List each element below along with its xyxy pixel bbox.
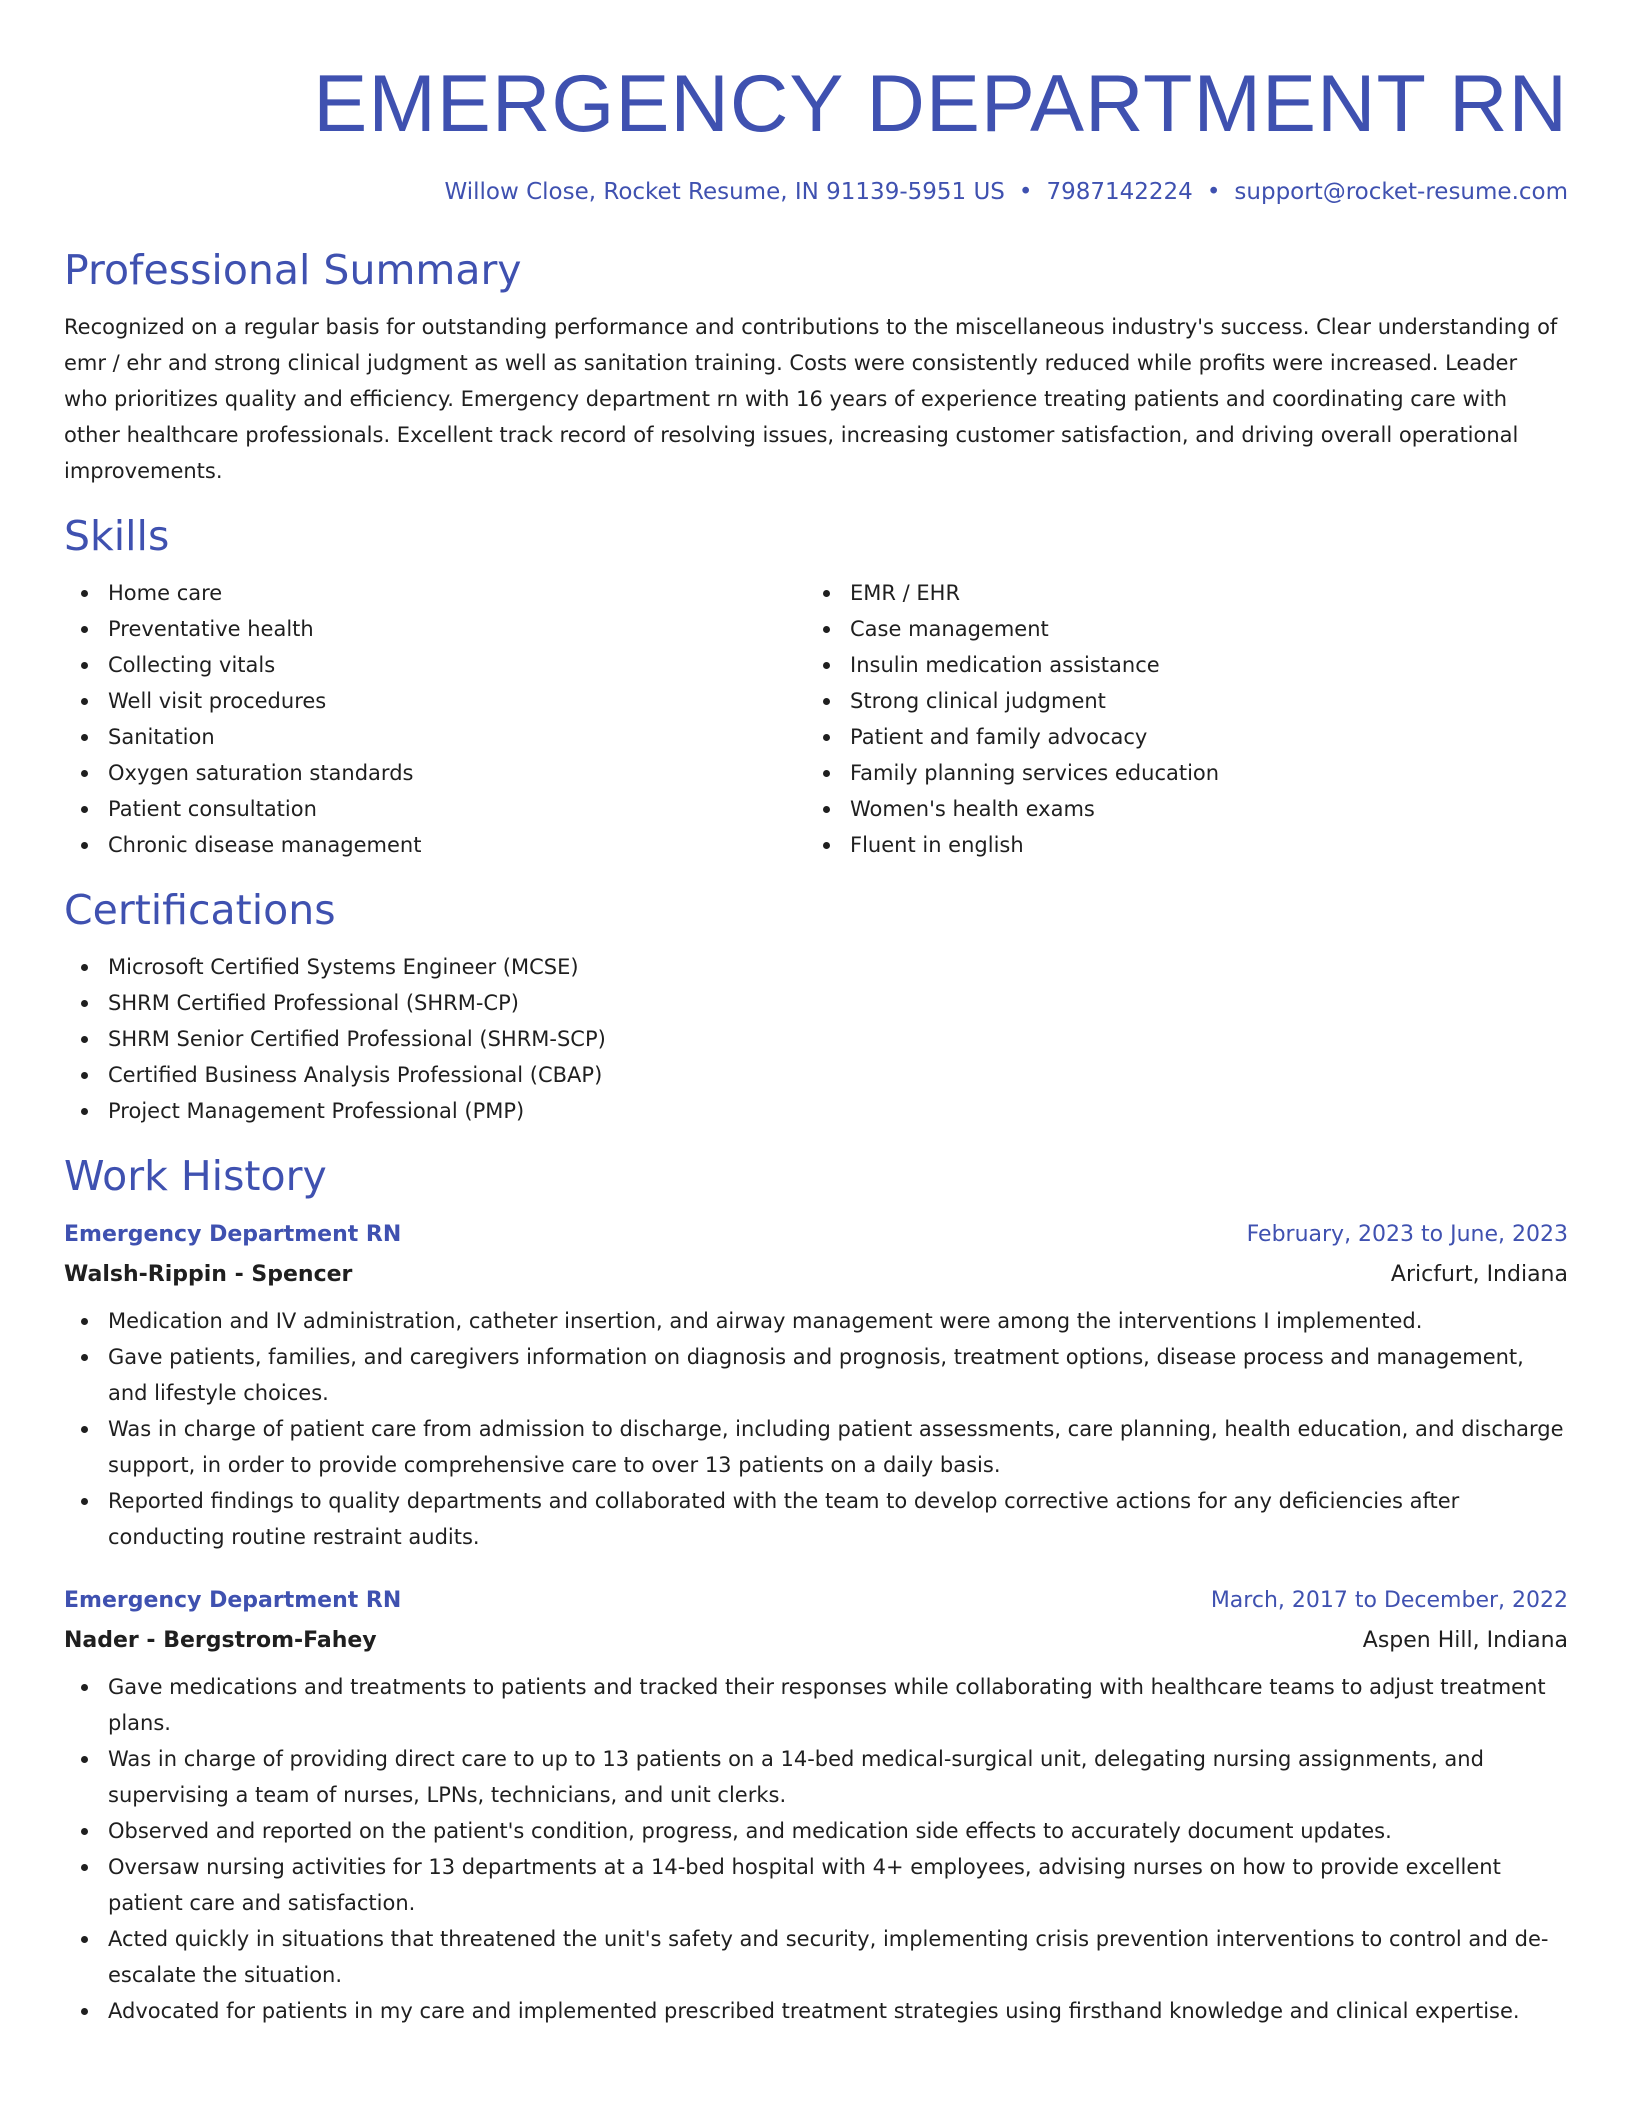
job-duty-item: Observed and reported on the patient's condition, progress, and medication side effects to accurately document updates. [64, 1813, 1568, 1849]
skill-item: Chronic disease management [64, 827, 806, 863]
skills-column-left [64, 575, 806, 863]
job-duty-item: Reported findings to quality departments and collaborated with the team to develop corrective actions for any deficiencies after conducting routine restraint audits. [64, 1483, 1568, 1555]
skills-column-right [806, 575, 1548, 863]
job-duty-item: Oversaw nursing activities for 13 departments at a 14-bed hospital with 4+ employees, advising nurses on how to provide excellent patient care and satisfaction. [64, 1849, 1568, 1921]
work-history-section [64, 1151, 1568, 2029]
job-entry [64, 1215, 1568, 1555]
job-location: Aricfurt, Indiana [1390, 1262, 1568, 1287]
email-link[interactable]: support@rocket-resume.com [1234, 179, 1568, 205]
candidate-title: EMERGENCY DEPARTMENT RN [313, 59, 1568, 149]
section-title-summary: Professional Summary [64, 246, 522, 294]
contact-line [64, 176, 1568, 208]
job-employer-row [64, 1621, 1568, 1661]
job-title: Emergency Department RN [64, 1222, 402, 1247]
skill-item: Collecting vitals [64, 647, 806, 683]
skill-item: Strong clinical judgment [806, 683, 1548, 719]
certifications-section [64, 885, 1568, 1129]
certification-item: Project Management Professional (PMP) [64, 1093, 1568, 1129]
skill-item: Family planning services education [806, 755, 1548, 791]
certification-item: Microsoft Certified Systems Engineer (MCSE) [64, 949, 1568, 985]
job-duty-item: Advocated for patients in my care and implemented prescribed treatment strategies using firsthand knowledge and clinical expertise. [64, 1993, 1568, 2029]
skill-item: Well visit procedures [64, 683, 806, 719]
skills-grid [64, 575, 1568, 863]
job-header-row [64, 1581, 1568, 1621]
job-duty-item: Gave patients, families, and caregivers information on diagnosis and prognosis, treatment options, disease process and management, and lifestyle choices. [64, 1339, 1568, 1411]
skill-item: Fluent in english [806, 827, 1548, 863]
certification-item: SHRM Senior Certified Professional (SHRM-SCP) [64, 1021, 1568, 1057]
skill-item: Preventative health [64, 611, 806, 647]
skill-item: Case management [806, 611, 1548, 647]
job-dates: February, 2023 to June, 2023 [1246, 1222, 1568, 1247]
job-company: Walsh-Rippin - Spencer [64, 1262, 353, 1287]
address-text: Willow Close, Rocket Resume, IN 91139-5951 US [444, 179, 1005, 205]
section-title-work-history: Work History [64, 1152, 327, 1200]
skill-item: Patient and family advocacy [806, 719, 1548, 755]
section-title-skills: Skills [64, 512, 170, 560]
contact-separator: • [1018, 179, 1033, 205]
contact-separator: • [1206, 179, 1221, 205]
skill-item: EMR / EHR [806, 575, 1548, 611]
job-duty-item: Acted quickly in situations that threatened the unit's safety and security, implementing crisis prevention interventions to control and de-escalate the situation. [64, 1921, 1568, 1993]
job-duty-item: Medication and IV administration, catheter insertion, and airway management were among the interventions I implemented. [64, 1303, 1568, 1339]
job-duty-item: Was in charge of patient care from admission to discharge, including patient assessments, care planning, health education, and discharge support, in order to provide comprehensive care to over 13 patients on a daily basis. [64, 1411, 1568, 1483]
resume-header [64, 0, 1568, 208]
job-entry [64, 1581, 1568, 2029]
skill-item: Insulin medication assistance [806, 647, 1548, 683]
certification-list [64, 949, 1568, 1129]
summary-section [64, 245, 1568, 489]
job-header-row [64, 1215, 1568, 1255]
skill-item: Home care [64, 575, 806, 611]
skill-item: Women's health exams [806, 791, 1548, 827]
job-employer-row [64, 1255, 1568, 1295]
skill-item: Patient consultation [64, 791, 806, 827]
job-dates: March, 2017 to December, 2022 [1210, 1588, 1568, 1613]
job-duties-list [64, 1669, 1568, 2029]
job-duty-item: Gave medications and treatments to patients and tracked their responses while collaborating with healthcare teams to adjust treatment plans. [64, 1669, 1568, 1741]
job-duties-list [64, 1303, 1568, 1555]
job-company: Nader - Bergstrom-Fahey [64, 1628, 377, 1653]
certification-item: Certified Business Analysis Professional (CBAP) [64, 1057, 1568, 1093]
skills-section [64, 511, 1568, 863]
job-title: Emergency Department RN [64, 1588, 402, 1613]
job-duty-item: Was in charge of providing direct care to up to 13 patients on a 14-bed medical-surgical unit, delegating nursing assignments, and supervising a team of nurses, LPNs, technicians, and unit clerks. [64, 1741, 1568, 1813]
resume-page [64, 0, 1568, 2029]
job-location: Aspen Hill, Indiana [1362, 1628, 1568, 1653]
certification-item: SHRM Certified Professional (SHRM-CP) [64, 985, 1568, 1021]
skill-item: Sanitation [64, 719, 806, 755]
summary-text: Recognized on a regular basis for outstanding performance and contributions to the miscellaneous industry's success. Clear understanding of emr / ehr and strong clinical judgment as well as sanitation training. Costs were consistently reduced while profits were increased. Leader who prioritizes quality and efficiency. Emergency department rn with 16 years of experience treating patients and coordinating care with other healthcare professionals. Excellent track record of resolving issues, increasing customer satisfaction, and driving overall operational improvements. [64, 315, 1558, 483]
section-title-certifications: Certifications [64, 886, 336, 934]
phone-text: 7987142224 [1046, 179, 1193, 205]
skill-item: Oxygen saturation standards [64, 755, 806, 791]
